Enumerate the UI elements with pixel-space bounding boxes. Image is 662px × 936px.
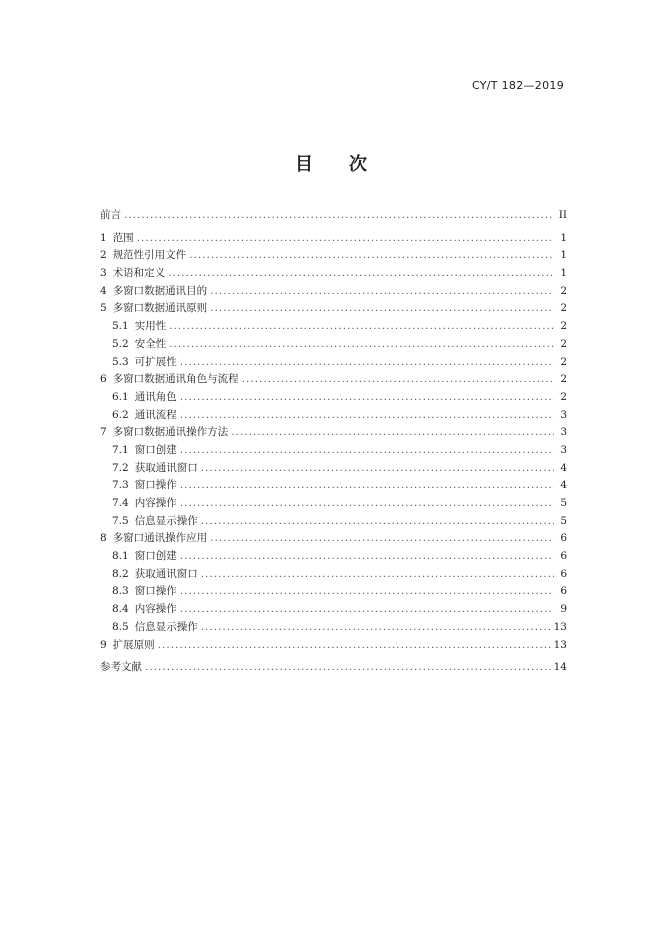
toc-entry[interactable] (100, 460, 567, 478)
toc-dot-leader (210, 285, 554, 297)
toc-entry[interactable] (100, 318, 567, 336)
toc-dot-leader (180, 603, 554, 615)
toc-entry-page: 2 (560, 355, 567, 368)
toc-entry-number: 8.1 (112, 550, 129, 563)
toc-dot-leader (201, 515, 554, 527)
toc-entry-page: 13 (553, 638, 567, 651)
toc-entry[interactable] (100, 247, 567, 265)
toc-entry-page: 3 (560, 426, 567, 439)
toc-entry-number: 6.2 (112, 408, 129, 421)
toc-entry-page: 2 (560, 337, 567, 350)
toc-entry-page: 4 (560, 461, 567, 474)
toc-entry-label: 前言 (100, 209, 121, 221)
toc-dot-leader (201, 462, 554, 474)
toc-entry[interactable] (100, 265, 567, 283)
toc-entry-label: 获取通讯窗口 (134, 567, 198, 580)
toc-entry-label: 窗口创建 (134, 550, 177, 563)
toc-entry-number: 5.3 (112, 355, 129, 368)
toc-entry-label: 通讯流程 (134, 408, 177, 421)
toc-entry-page: 14 (553, 661, 567, 674)
toc-dot-leader (189, 249, 554, 261)
toc-entry-page: 4 (560, 479, 567, 492)
toc-entry-page: 6 (560, 532, 567, 545)
toc-dot-leader (137, 232, 554, 244)
toc-entry-label: 范围 (112, 231, 134, 244)
toc-entry-page: 5 (560, 497, 567, 509)
toc-entry[interactable] (100, 230, 567, 248)
toc-entry-label: 获取通讯窗口 (134, 461, 198, 474)
toc-entry-number: 3 (100, 267, 107, 280)
toc-entry-label: 多窗口通讯操作应用 (112, 532, 208, 545)
toc-dot-leader (210, 532, 554, 544)
toc-entry-page: 2 (560, 373, 567, 386)
toc-entry-label: 规范性引用文件 (112, 249, 187, 262)
toc-entry-page: 13 (553, 620, 567, 633)
toc-dot-leader (180, 444, 554, 456)
toc-entry-label: 信息显示操作 (134, 514, 198, 527)
toc-entry[interactable] (100, 513, 567, 531)
toc-entry[interactable] (100, 354, 567, 372)
toc-entry-number: 8.3 (112, 585, 129, 598)
toc-entry-page: 3 (560, 408, 567, 421)
toc-entry-page: 2 (560, 302, 567, 315)
toc-entry-label: 多窗口数据通讯目的 (112, 284, 208, 297)
toc-dot-leader (180, 409, 554, 421)
toc-dot-leader (210, 302, 554, 314)
toc-entry-number: 5.1 (112, 320, 129, 333)
toc-entry-number: 7.2 (112, 461, 129, 474)
toc-entry[interactable] (100, 283, 567, 301)
toc-entry[interactable] (100, 300, 567, 318)
toc-entry-page: 1 (560, 267, 567, 280)
toc-entry-label: 内容操作 (134, 497, 177, 509)
toc-entry-label: 多窗口数据通讯角色与流程 (112, 373, 239, 386)
toc-entry-label: 信息显示操作 (134, 620, 198, 633)
toc-entry[interactable] (100, 601, 567, 619)
toc-entry-number: 9 (100, 638, 107, 651)
toc-entry-number: 7.4 (112, 497, 129, 509)
toc-dot-leader (180, 497, 554, 509)
toc-entry-number: 7.1 (112, 443, 129, 456)
table-of-contents (100, 207, 567, 677)
toc-entry-label: 通讯角色 (134, 390, 177, 403)
toc-entry[interactable] (100, 477, 567, 495)
toc-dot-leader (242, 373, 554, 385)
toc-dot-leader (180, 391, 554, 403)
toc-entry[interactable] (100, 424, 567, 442)
toc-dot-leader (145, 661, 551, 673)
toc-entry[interactable] (100, 548, 567, 566)
toc-entry-label: 内容操作 (134, 603, 177, 616)
toc-entry-page: 3 (560, 443, 567, 456)
toc-entry[interactable] (100, 659, 567, 677)
toc-dot-leader (180, 550, 554, 562)
toc-entry-page: 6 (560, 550, 567, 563)
toc-entry[interactable] (100, 336, 567, 354)
toc-entry[interactable] (100, 389, 567, 407)
toc-entry[interactable] (100, 442, 567, 460)
toc-entry-number: 8.5 (112, 620, 129, 633)
toc-entry-label: 术语和定义 (112, 267, 166, 280)
document-code: CY/T 182—2019 (471, 79, 564, 92)
toc-entry-page: 1 (560, 231, 567, 244)
toc-entry-label: 窗口操作 (134, 479, 177, 492)
toc-entry-label: 参考文献 (100, 661, 142, 674)
toc-entry-label: 窗口创建 (134, 443, 177, 456)
toc-entry-number: 5 (100, 302, 107, 315)
toc-entry-page: 2 (560, 320, 567, 333)
toc-entry-number: 4 (100, 284, 107, 297)
toc-dot-leader (180, 356, 554, 368)
toc-entry-number: 6 (100, 373, 107, 386)
toc-entry-page: 1 (560, 249, 567, 262)
toc-entry[interactable] (100, 566, 567, 584)
toc-entry[interactable] (100, 495, 567, 513)
toc-entry-page: 2 (560, 284, 567, 297)
toc-entry-page: 6 (560, 585, 567, 598)
toc-dot-leader (168, 267, 554, 279)
toc-entry-number: 5.2 (112, 337, 129, 350)
toc-entry-number: 8.4 (112, 603, 129, 616)
toc-entry-page: 9 (560, 603, 567, 616)
toc-entry[interactable] (100, 371, 567, 389)
toc-entry-label: 多窗口数据通讯原则 (112, 302, 208, 315)
page-title: 目 次 (295, 154, 367, 175)
toc-entry-label: 窗口操作 (134, 585, 177, 598)
toc-dot-leader (231, 426, 554, 438)
toc-entry-number: 8.2 (112, 567, 129, 580)
toc-entry-page: 5 (560, 514, 567, 527)
toc-entry[interactable] (100, 407, 567, 425)
toc-dot-leader (169, 320, 554, 332)
toc-entry-page: 6 (560, 567, 567, 580)
toc-entry[interactable] (100, 207, 567, 225)
toc-dot-leader (169, 338, 554, 350)
toc-entry-label: 多窗口数据通讯操作方法 (112, 426, 229, 439)
toc-entry-page: 2 (560, 390, 567, 403)
toc-entry[interactable] (100, 637, 567, 655)
toc-entry[interactable] (100, 619, 567, 637)
toc-entry-label: 实用性 (134, 320, 167, 333)
toc-entry-number: 7.5 (112, 514, 129, 527)
toc-entry-number: 6.1 (112, 390, 129, 403)
toc-entry[interactable] (100, 583, 567, 601)
toc-entry-number: 7 (100, 426, 107, 439)
toc-entry-number: 8 (100, 532, 107, 545)
toc-entry-label: 可扩展性 (134, 355, 177, 368)
toc-dot-leader (158, 639, 551, 651)
toc-entry-label: 扩展原则 (112, 638, 155, 651)
toc-dot-leader (180, 479, 554, 491)
toc-entry-label: 安全性 (134, 337, 167, 350)
toc-dot-leader (201, 568, 554, 580)
toc-entry-number: 1 (100, 231, 107, 244)
toc-entry-page: II (558, 209, 567, 221)
toc-dot-leader (201, 621, 551, 633)
toc-dot-leader (124, 209, 554, 221)
toc-entry-number: 2 (100, 249, 107, 262)
toc-dot-leader (180, 585, 554, 597)
toc-entry[interactable] (100, 530, 567, 548)
toc-entry-number: 7.3 (112, 479, 129, 492)
